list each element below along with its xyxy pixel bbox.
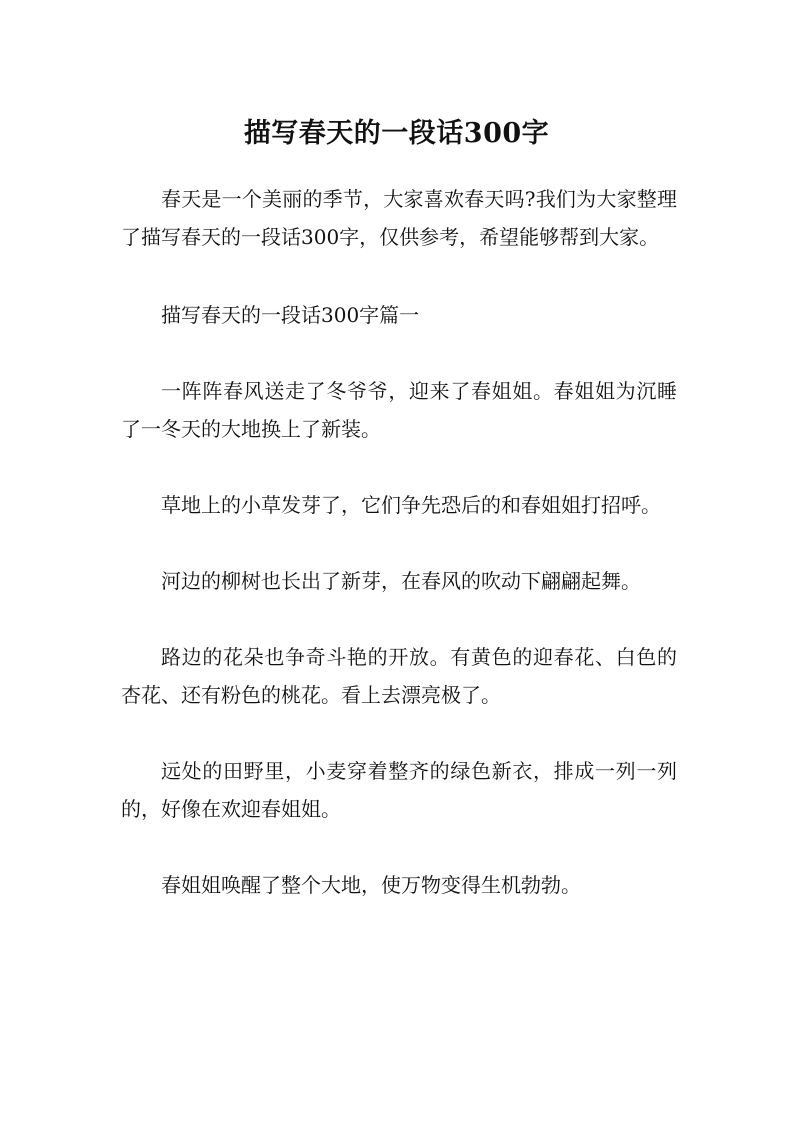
body-paragraph: 路边的花朵也争奇斗艳的开放。有黄色的迎春花、白色的杏花、还有粉色的桃花。看上去漂亮极了。 (121, 645, 677, 707)
section-heading: 描写春天的一段话300字篇一 (161, 303, 420, 327)
document-body (121, 180, 677, 904)
body-paragraph: 春姐姐唤醒了整个大地，使万物变得生机勃勃。 (161, 873, 581, 897)
document-title: 描写春天的一段话300字 (243, 118, 550, 150)
body-paragraph: 河边的柳树也长出了新芽，在春风的吹动下翩翩起舞。 (161, 569, 641, 593)
body-paragraph: 远处的田野里，小麦穿着整齐的绿色新衣，排成一列一列的，好像在欢迎春姐姐。 (121, 759, 677, 821)
body-paragraph: 草地上的小草发芽了，它们争先恐后的和春姐姐打招呼。 (161, 493, 661, 517)
intro-paragraph: 春天是一个美丽的季节，大家喜欢春天吗?我们为大家整理了描写春天的一段话300字，仅供参考，希望能够帮到大家。 (121, 187, 677, 249)
body-paragraph: 一阵阵春风送走了冬爷爷，迎来了春姐姐。春姐姐为沉睡了一冬天的大地换上了新装。 (121, 379, 677, 441)
